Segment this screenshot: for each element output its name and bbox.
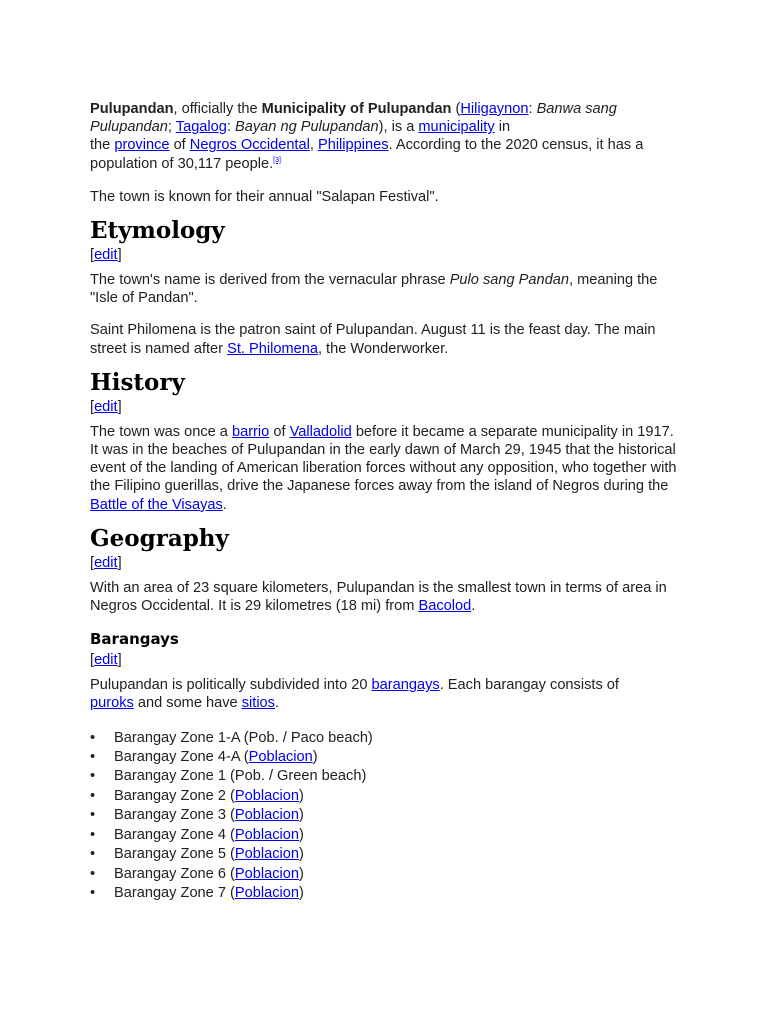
- link-battle-of-the-visayas[interactable]: Battle of the Visayas: [90, 496, 223, 513]
- list-item: • Barangay Zone 3 (Poblacion): [90, 806, 682, 825]
- geography-paragraph: With an area of 23 square kilometers, Pulupandan is the smallest town in terms of area in Negros Occidental. It is 29 kilometres (18 mi) from Bacolod.: [90, 579, 667, 615]
- barangay-list: [90, 729, 682, 904]
- link-negros-occidental[interactable]: Negros Occidental: [189, 137, 310, 154]
- link-poblacion[interactable]: Poblacion: [234, 826, 299, 843]
- link-poblacion[interactable]: Poblacion: [248, 749, 313, 766]
- edit-link[interactable]: edit: [94, 652, 118, 669]
- section-heading-barangays: Barangays: [90, 630, 179, 649]
- official-name: Municipality of Pulupandan: [261, 101, 452, 117]
- link-poblacion[interactable]: Poblacion: [234, 865, 299, 882]
- article-subject: Pulupandan: [90, 101, 174, 117]
- link-bacolod[interactable]: Bacolod: [418, 598, 472, 615]
- section-heading-geography: Geography: [90, 524, 229, 552]
- list-item: • Barangay Zone 4-A (Poblacion): [90, 748, 682, 767]
- link-municipality[interactable]: municipality: [418, 119, 495, 136]
- link-puroks[interactable]: puroks: [90, 695, 134, 712]
- list-item: • Barangay Zone 1-A (Pob. / Paco beach): [90, 729, 682, 748]
- edit-section-history: [edit]: [90, 398, 122, 415]
- list-item: • Barangay Zone 6 (Poblacion): [90, 865, 682, 884]
- link-province[interactable]: province: [114, 137, 170, 154]
- etymology-paragraph-1: The town's name is derived from the vernacular phrase Pulo sang Pandan, meaning the "Isle of Pandan".: [90, 272, 658, 307]
- link-poblacion[interactable]: Poblacion: [234, 787, 299, 804]
- link-poblacion[interactable]: Poblacion: [234, 807, 299, 824]
- list-item: • Barangay Zone 4 (Poblacion): [90, 826, 682, 845]
- link-philippines[interactable]: Philippines: [317, 137, 389, 154]
- article-body: [90, 100, 682, 903]
- link-st-philomena[interactable]: St. Philomena: [227, 340, 318, 357]
- edit-section-geography: [edit]: [90, 554, 122, 571]
- edit-link[interactable]: edit: [94, 398, 118, 415]
- link-sitios[interactable]: sitios: [241, 695, 275, 712]
- list-item: • Barangay Zone 7 (Poblacion): [90, 884, 682, 903]
- history-paragraph: The town was once a barrio of Valladolid before it became a separate municipality in 1917. It was in the beaches of Pulupandan in the early dawn of March 29, 1945 that the historical event of the landing of American liberation forces without any opposition, who together with the Filipino guerillas, drive the Japanese forces away from the island of Negros during the Battle of the Visayas.: [90, 423, 677, 513]
- edit-link[interactable]: edit: [94, 554, 118, 571]
- section-heading-etymology: Etymology: [90, 217, 225, 245]
- link-tagalog[interactable]: Tagalog: [175, 119, 227, 136]
- link-barrio[interactable]: barrio: [231, 423, 270, 440]
- barangays-paragraph: Pulupandan is politically subdivided into 20 barangays. Each barangay consists of puroks and some have sitios.: [90, 677, 619, 712]
- reference-link[interactable]: [3]: [273, 156, 281, 164]
- link-hiligaynon[interactable]: Hiligaynon: [460, 101, 529, 117]
- list-item: • Barangay Zone 1 (Pob. / Green beach): [90, 767, 682, 786]
- link-poblacion[interactable]: Poblacion: [234, 884, 299, 901]
- intro-paragraph: Pulupandan, officially the Municipality of Pulupandan (Hiligaynon: Banwa sang Pulupandan; Tagalog: Bayan ng Pulupandan), is a municipality in the province of Negros Occidental, Philippines. According to the 2020 census, it has a population of 30,117 people.[3]: [90, 101, 644, 172]
- edit-link[interactable]: edit: [94, 247, 118, 264]
- list-item: • Barangay Zone 2 (Poblacion): [90, 787, 682, 806]
- section-heading-history: History: [90, 368, 185, 396]
- link-valladolid[interactable]: Valladolid: [289, 423, 352, 440]
- edit-section-barangays: [edit]: [90, 652, 122, 669]
- link-barangays[interactable]: barangays: [371, 677, 440, 694]
- edit-section-etymology: [edit]: [90, 247, 122, 264]
- link-poblacion[interactable]: Poblacion: [234, 846, 299, 863]
- festival-paragraph: The town is known for their annual "Salapan Festival".: [90, 188, 439, 205]
- list-item: • Barangay Zone 5 (Poblacion): [90, 845, 682, 864]
- etymology-paragraph-2: Saint Philomena is the patron saint of Pulupandan. August 11 is the feast day. The main street is named after St. Philomena, the Wonderworker.: [90, 322, 656, 357]
